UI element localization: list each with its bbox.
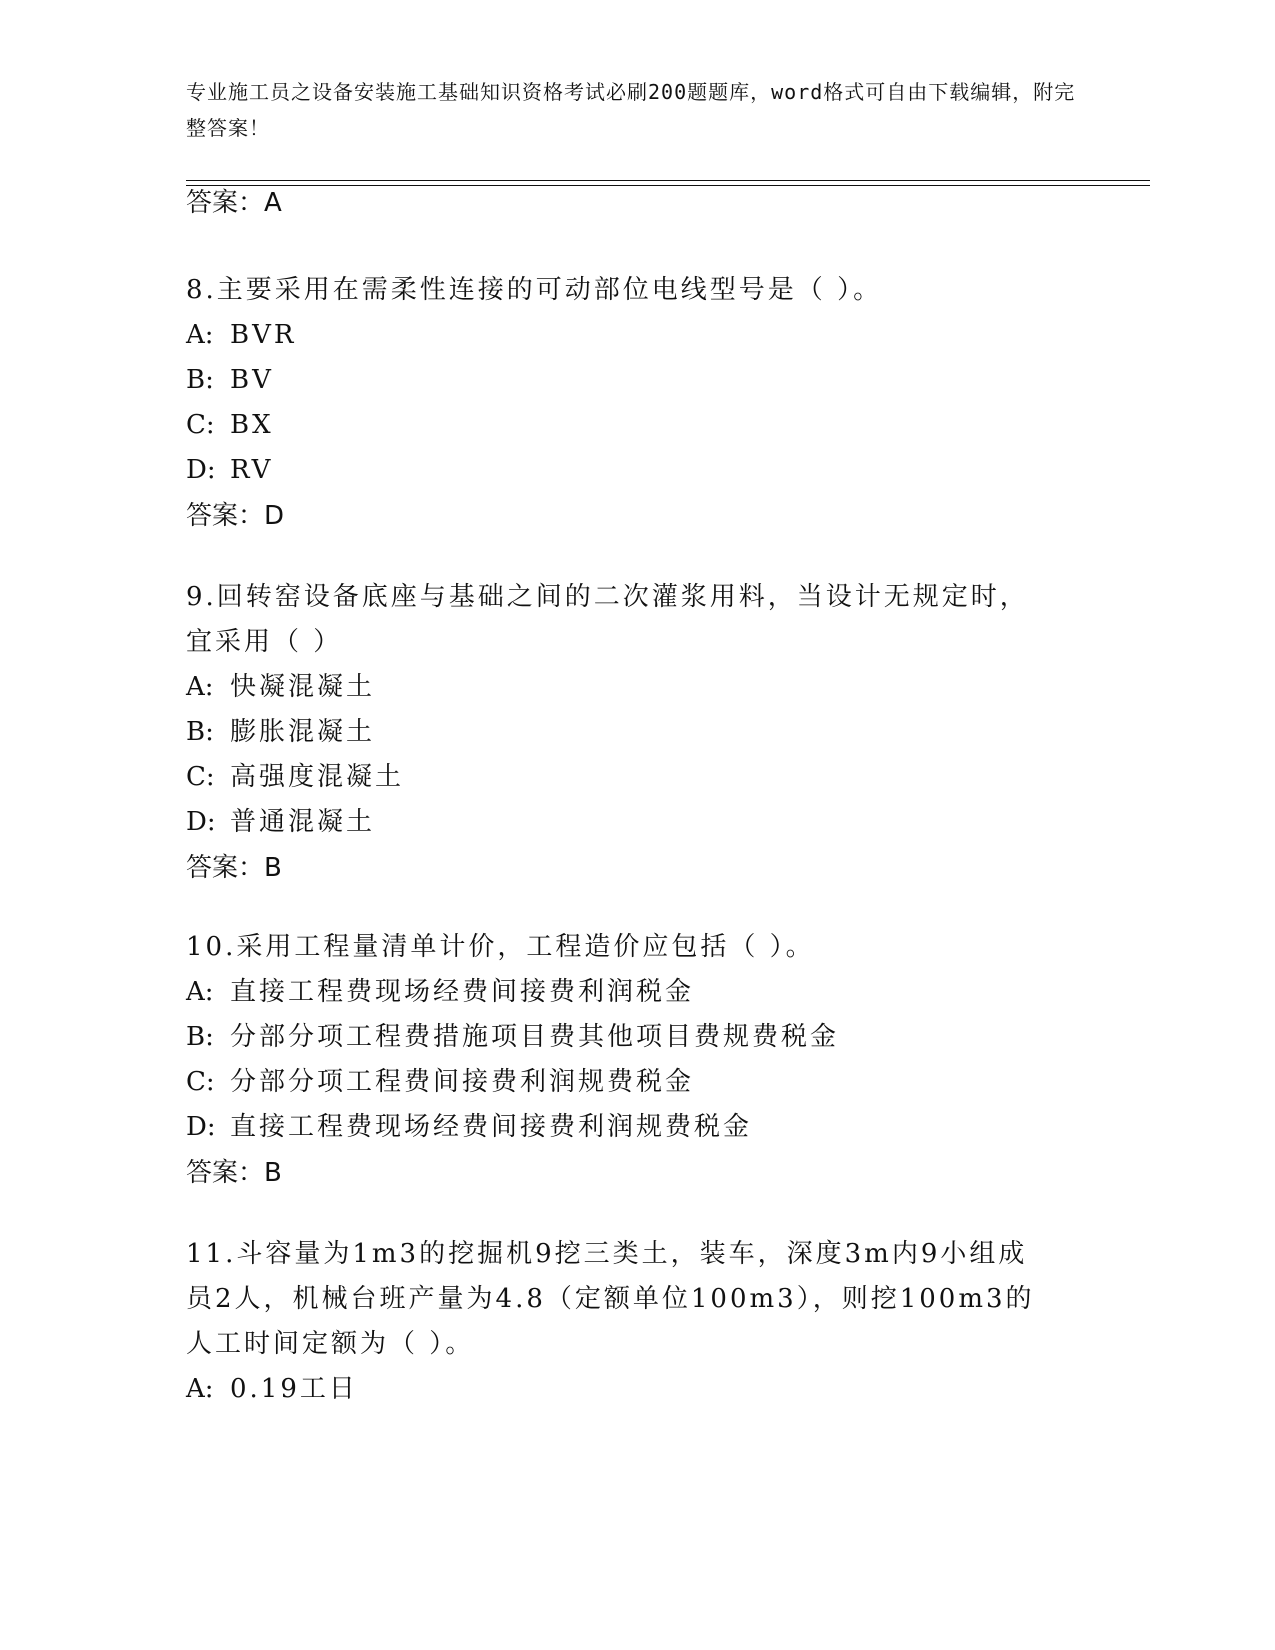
- answer-text: 答案：B: [186, 1158, 282, 1188]
- option-text: 膨胀混凝土: [230, 717, 376, 747]
- option-b: [186, 358, 1086, 403]
- option-b: [186, 710, 1086, 755]
- answer-text: 答案：A: [186, 188, 282, 218]
- option-d: [186, 1105, 1086, 1150]
- question-text: 11.斗容量为1m3的挖掘机9挖三类土，装车，深度3m内9小组成员2人，机械台班产量为4.8（定额单位100m3），则挖100m3的人工时间定额为（ ）。: [186, 1239, 1035, 1359]
- option-text: 高强度混凝土: [230, 762, 405, 792]
- option-b: [186, 1015, 1086, 1060]
- option-text: RV: [230, 455, 274, 485]
- question-block-10: [186, 925, 1086, 1196]
- option-letter: B:: [186, 717, 214, 747]
- option-text: 直接工程费现场经费间接费利润税金: [230, 977, 695, 1007]
- option-c: [186, 1060, 1086, 1105]
- option-text: BV: [230, 365, 274, 395]
- option-letter: D:: [186, 1112, 216, 1142]
- option-letter: A:: [186, 977, 214, 1007]
- question-block-8: [186, 268, 1086, 539]
- answer-text: 答案：D: [186, 501, 285, 531]
- option-letter: B:: [186, 1022, 214, 1052]
- option-letter: B:: [186, 365, 214, 395]
- option-text: 普通混凝土: [230, 807, 376, 837]
- option-a: [186, 970, 1086, 1015]
- option-letter: A:: [186, 672, 214, 702]
- option-text: 分部分项工程费间接费利润规费税金: [230, 1067, 695, 1097]
- question-text: 10.采用工程量清单计价，工程造价应包括（ ）。: [186, 932, 815, 962]
- option-letter: A:: [186, 320, 214, 350]
- option-letter: C:: [186, 762, 215, 792]
- question-block-9: [186, 575, 1086, 891]
- option-letter: A:: [186, 1374, 214, 1404]
- option-letter: D:: [186, 807, 216, 837]
- option-a: [186, 313, 1086, 358]
- answer-text: 答案：B: [186, 853, 282, 883]
- option-text: BVR: [230, 320, 297, 350]
- answer-block-7: [186, 180, 1086, 226]
- option-text: 快凝混凝土: [230, 672, 376, 702]
- question-block-11: [186, 1232, 1086, 1412]
- option-d: [186, 448, 1086, 493]
- option-letter: D:: [186, 455, 216, 485]
- document-header: 专业施工员之设备安装施工基础知识资格考试必刷200题题库，word格式可自由下载编辑，附完整答案！: [186, 80, 1076, 140]
- option-c: [186, 755, 1086, 800]
- option-letter: C:: [186, 410, 215, 440]
- question-text: 8.主要采用在需柔性连接的可动部位电线型号是（ ）。: [186, 275, 883, 305]
- option-text: BX: [230, 410, 274, 440]
- option-d: [186, 800, 1086, 845]
- option-text: 分部分项工程费措施项目费其他项目费规费税金: [230, 1022, 840, 1052]
- option-letter: C:: [186, 1067, 215, 1097]
- option-text: 直接工程费现场经费间接费利润规费税金: [230, 1112, 753, 1142]
- question-text: 9.回转窑设备底座与基础之间的二次灌浆用料，当设计无规定时，宜采用（ ）: [186, 582, 1029, 657]
- option-text: 0.19工日: [230, 1374, 358, 1404]
- option-a: [186, 665, 1086, 710]
- option-c: [186, 403, 1086, 448]
- option-a: [186, 1367, 1086, 1412]
